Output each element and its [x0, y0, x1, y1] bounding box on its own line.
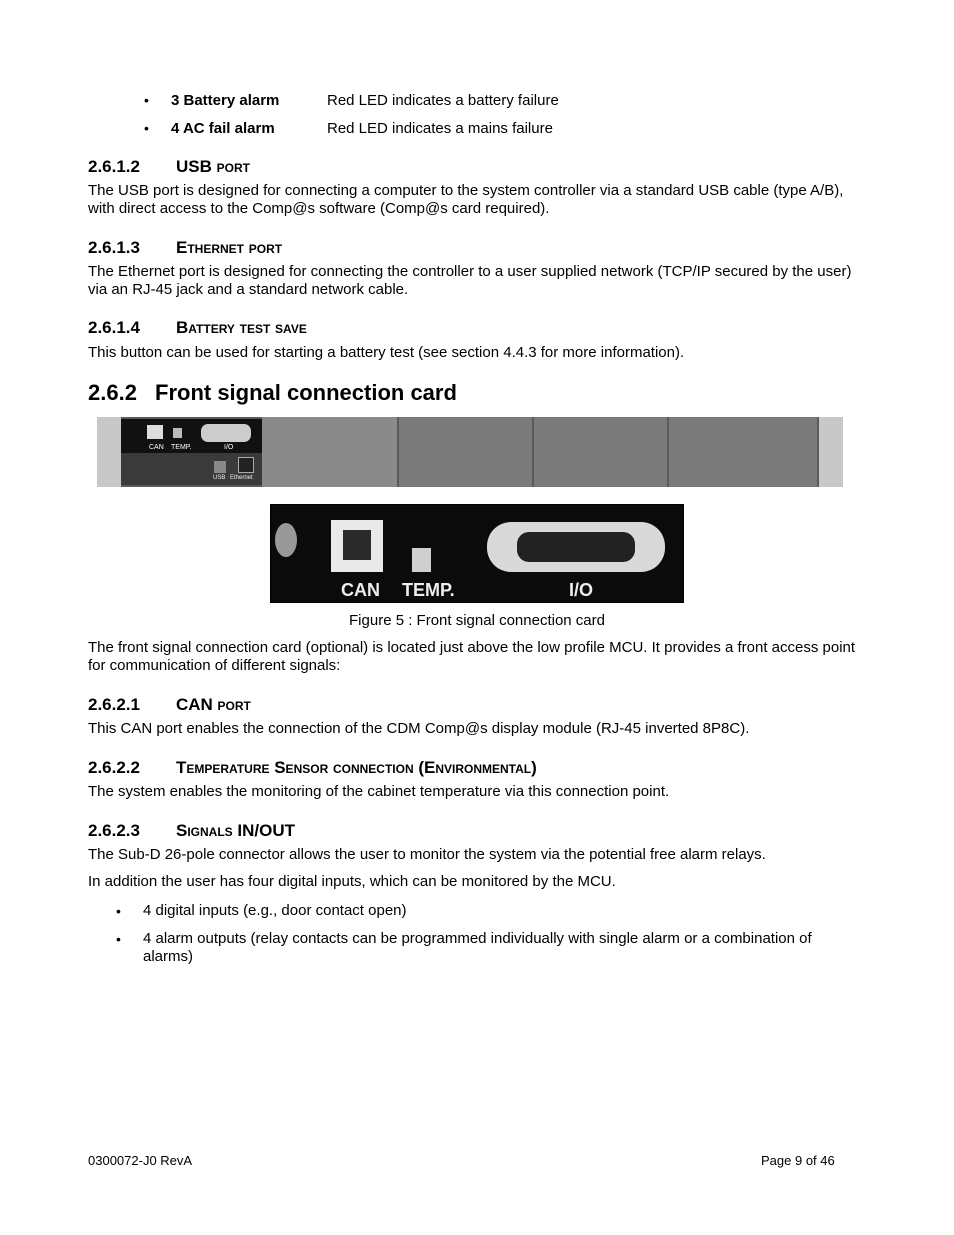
section-number: 2.6.2.3 [88, 821, 140, 840]
ethernet-label: Ethernet [230, 475, 253, 481]
led-label: 3 Battery alarm [171, 92, 280, 109]
section-title: Battery test save [176, 318, 307, 337]
paragraph-front-card-intro: The front signal connection card (optional) is located just above the low profile MCU. It provides a front access point for communication of different signals: [88, 639, 856, 674]
section-title: USB port [176, 157, 250, 176]
rectifier-module-3 [669, 417, 817, 487]
led-description: Red LED indicates a battery failure [327, 92, 559, 109]
heading-can-port [88, 695, 251, 715]
bullet-icon: • [144, 92, 149, 108]
rectifier-module-1 [399, 417, 532, 487]
paragraph-temperature-sensor: The system enables the monitoring of the cabinet temperature via this connection point. [88, 783, 670, 800]
jack-opening [343, 530, 371, 560]
paragraph-can-port: This CAN port enables the connection of the CDM Comp@s display module (RJ-45 inverted 8P8C). [88, 720, 750, 737]
paragraph-usb-port: The USB port is designed for connecting a computer to the system controller via a standard USB cable (type A/B), with direct access to the Comp@s software (Comp@s card required). [88, 182, 844, 217]
io-label: I/O [224, 444, 234, 451]
temp-label: TEMP. [171, 444, 192, 451]
can-jack-icon [147, 425, 163, 439]
signal-card-photo [270, 504, 684, 603]
section-number: 2.6.2 [88, 380, 137, 405]
section-number: 2.6.1.2 [88, 157, 140, 176]
section-title: Ethernet port [176, 238, 283, 257]
section-number: 2.6.2.1 [88, 695, 140, 714]
section-title: Front signal connection card [155, 380, 457, 405]
footer-page-number: Page 9 of 46 [761, 1153, 835, 1168]
io-connector-icon [201, 424, 251, 442]
sub-d-pins [517, 532, 635, 562]
heading-usb-port [88, 157, 250, 177]
figure-caption: Figure 5 : Front signal connection card [349, 612, 605, 629]
paragraph-sub-d: The Sub-D 26-pole connector allows the user to monitor the system via the potential free alarm relays. [88, 846, 766, 863]
bullet-icon: • [116, 931, 121, 947]
section-number: 2.6.2.2 [88, 758, 140, 777]
terminal-module [262, 417, 397, 487]
led-label: 4 AC fail alarm [171, 120, 275, 137]
section-number: 2.6.1.4 [88, 318, 140, 337]
ethernet-port-icon [238, 457, 254, 473]
io-label: I/O [569, 580, 594, 600]
heading-temperature-sensor [88, 758, 537, 778]
section-title: CAN port [176, 695, 251, 714]
list-item: 4 digital inputs (e.g., door contact open) [143, 902, 407, 919]
paragraph-ethernet-port: The Ethernet port is designed for connecting the controller to a user supplied network (TCP/IP secured by the user) via an RJ-45 jack and a standard network cable. [88, 263, 852, 298]
rack-ear-right [819, 417, 843, 487]
temp-label: TEMP. [402, 580, 455, 600]
list-item: 4 alarm outputs (relay contacts can be programmed individually with single alarm or a combination of alarms) [143, 930, 812, 965]
io-connector-icon [487, 522, 665, 572]
mcu-panel-small [121, 453, 262, 485]
usb-port-icon [214, 461, 226, 473]
can-jack-icon [331, 520, 383, 572]
rack-photo [97, 417, 843, 487]
section-title: Temperature Sensor connection (Environmental) [176, 758, 537, 777]
rack-ear-left [97, 417, 121, 487]
paragraph-digital-inputs: In addition the user has four digital inputs, which can be monitored by the MCU. [88, 873, 616, 890]
thumbscrew-icon [275, 523, 297, 557]
led-description: Red LED indicates a mains failure [327, 120, 553, 137]
heading-battery-test-save [88, 318, 307, 338]
signal-card-small [121, 419, 262, 453]
rectifier-module-2 [534, 417, 667, 487]
section-title: Signals IN/OUT [176, 821, 296, 840]
bullet-icon: • [144, 120, 149, 136]
section-number: 2.6.1.3 [88, 238, 140, 257]
footer-doc-id: 0300072-J0 RevA [88, 1153, 193, 1168]
usb-label: USB [213, 475, 226, 481]
heading-ethernet-port [88, 238, 282, 258]
temp-jack-icon [412, 548, 431, 572]
temp-jack-icon [173, 428, 182, 438]
can-label: CAN [341, 580, 380, 600]
bullet-icon: • [116, 903, 121, 919]
heading-signals-in-out [88, 821, 295, 841]
heading-front-signal-card [88, 380, 457, 406]
can-label: CAN [149, 444, 164, 451]
paragraph-battery-test-save: This button can be used for starting a battery test (see section 4.4.3 for more information). [88, 344, 685, 361]
